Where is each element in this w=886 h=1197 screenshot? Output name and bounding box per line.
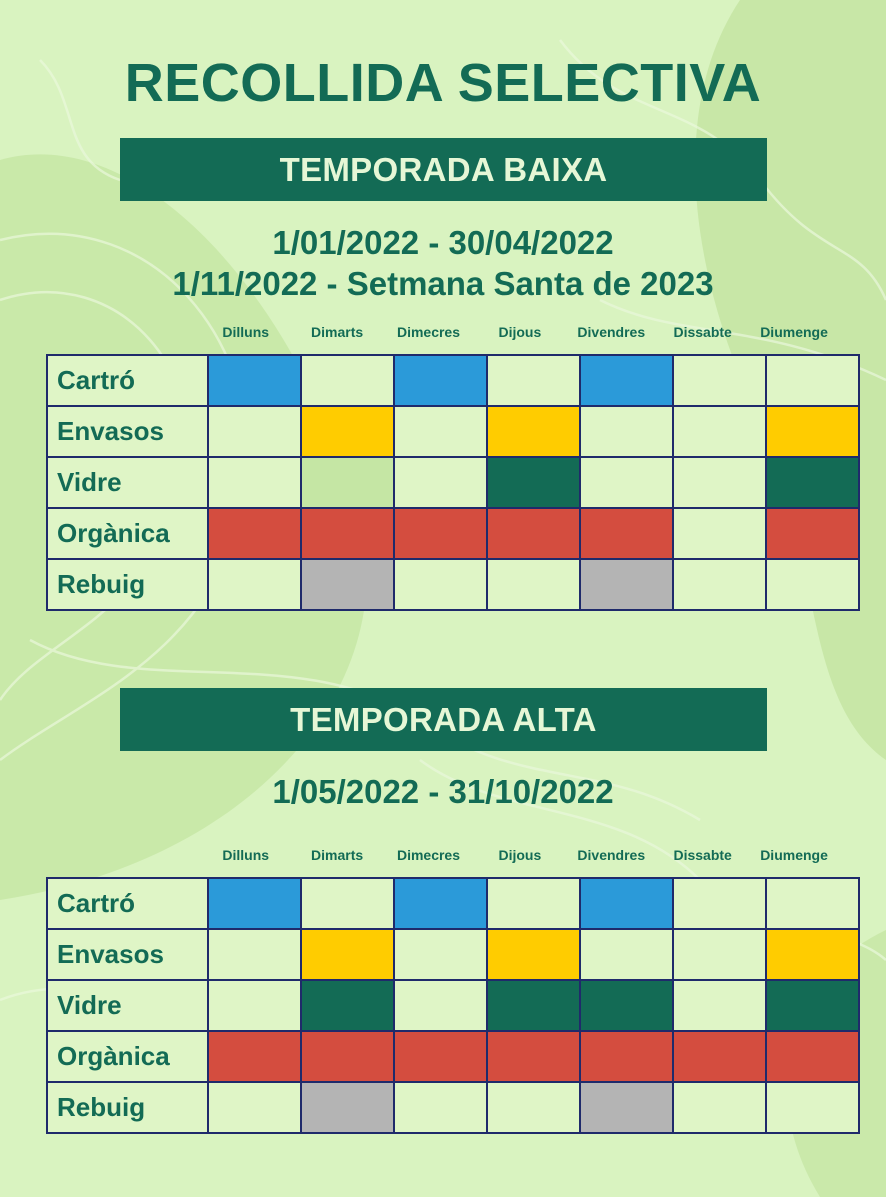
empty-cell — [673, 406, 766, 457]
table-row — [47, 559, 859, 610]
waste-type-label: Rebuig — [47, 559, 208, 610]
day-label: Dijous — [498, 324, 542, 340]
empty-cell — [766, 355, 859, 406]
empty-cell — [766, 559, 859, 610]
day-label: Dilluns — [222, 847, 270, 863]
day-label: Diumenge — [760, 324, 828, 340]
schedule-table-baixa — [46, 354, 860, 611]
empty-cell — [673, 878, 766, 929]
day-label: Dilluns — [222, 324, 270, 340]
day-label: Dimarts — [311, 847, 364, 863]
collection-cell-blue — [394, 878, 487, 929]
season-dates-baixa — [0, 222, 886, 304]
collection-cell-yellow — [766, 929, 859, 980]
empty-cell — [208, 1082, 301, 1133]
season-banner-baixa: TEMPORADA BAIXA — [120, 138, 767, 201]
empty-cell — [580, 457, 673, 508]
waste-type-label: Envasos — [47, 929, 208, 980]
empty-cell — [580, 929, 673, 980]
collection-cell-yellow — [487, 406, 580, 457]
day-label: Dissabte — [673, 324, 732, 340]
collection-cell-green — [487, 980, 580, 1031]
waste-type-label: Orgànica — [47, 1031, 208, 1082]
day-label: Dimarts — [311, 324, 364, 340]
schedule-table-alta — [46, 877, 860, 1134]
collection-cell-red — [208, 1031, 301, 1082]
collection-cell-gray — [580, 1082, 673, 1133]
day-label: Dijous — [498, 847, 542, 863]
empty-cell — [208, 406, 301, 457]
waste-type-label: Cartró — [47, 355, 208, 406]
empty-cell — [208, 457, 301, 508]
collection-cell-red — [580, 508, 673, 559]
empty-cell — [394, 1082, 487, 1133]
collection-cell-gray — [301, 559, 394, 610]
empty-cell — [487, 878, 580, 929]
day-header-row — [200, 847, 840, 867]
collection-cell-red — [766, 1031, 859, 1082]
collection-cell-red — [673, 1031, 766, 1082]
empty-cell — [580, 406, 673, 457]
collection-cell-blue — [394, 355, 487, 406]
table-row — [47, 508, 859, 559]
collection-cell-yellow — [487, 929, 580, 980]
collection-cell-red — [301, 1031, 394, 1082]
empty-cell — [673, 355, 766, 406]
collection-cell-gray — [301, 1082, 394, 1133]
collection-cell-blue — [208, 878, 301, 929]
day-label: Divendres — [577, 847, 646, 863]
collection-cell-green — [766, 457, 859, 508]
empty-cell — [487, 1082, 580, 1133]
empty-cell — [208, 929, 301, 980]
collection-cell-yellow — [301, 406, 394, 457]
collection-cell-red — [487, 508, 580, 559]
table-row — [47, 1031, 859, 1082]
empty-cell — [487, 355, 580, 406]
day-label: Diumenge — [760, 847, 828, 863]
collection-cell-blue — [580, 355, 673, 406]
empty-cell — [766, 878, 859, 929]
waste-type-label: Cartró — [47, 878, 208, 929]
waste-type-label: Envasos — [47, 406, 208, 457]
collection-cell-red — [394, 508, 487, 559]
day-label: Dimecres — [396, 847, 460, 863]
table-row — [47, 406, 859, 457]
collection-cell-yellow — [766, 406, 859, 457]
waste-type-label: Rebuig — [47, 1082, 208, 1133]
table-row — [47, 929, 859, 980]
table-row — [47, 878, 859, 929]
empty-cell — [673, 457, 766, 508]
collection-cell-blue — [580, 878, 673, 929]
empty-cell — [487, 559, 580, 610]
empty-cell — [394, 457, 487, 508]
table-row — [47, 355, 859, 406]
empty-cell — [394, 980, 487, 1031]
day-label: Dissabte — [673, 847, 732, 863]
collection-cell-green — [766, 980, 859, 1031]
collection-cell-green — [487, 457, 580, 508]
collection-cell-red — [301, 508, 394, 559]
empty-cell — [394, 929, 487, 980]
collection-cell-red — [580, 1031, 673, 1082]
empty-cell — [301, 878, 394, 929]
empty-cell — [673, 1082, 766, 1133]
collection-cell-blue — [208, 355, 301, 406]
collection-cell-light — [301, 457, 394, 508]
empty-cell — [301, 355, 394, 406]
empty-cell — [673, 508, 766, 559]
page-title: RECOLLIDA SELECTIVA — [124, 53, 762, 113]
empty-cell — [673, 559, 766, 610]
empty-cell — [673, 980, 766, 1031]
day-header-row — [200, 324, 840, 344]
collection-cell-red — [766, 508, 859, 559]
collection-cell-green — [301, 980, 394, 1031]
date-range-line: 1/01/2022 - 30/04/2022 — [272, 224, 614, 261]
season-banner-alta: TEMPORADA ALTA — [120, 688, 767, 751]
waste-type-label: Vidre — [47, 980, 208, 1031]
waste-type-label: Orgànica — [47, 508, 208, 559]
collection-cell-gray — [580, 559, 673, 610]
date-range-line: 1/11/2022 - Setmana Santa de 2023 — [172, 265, 714, 302]
collection-cell-green — [580, 980, 673, 1031]
waste-type-label: Vidre — [47, 457, 208, 508]
table-row — [47, 1082, 859, 1133]
collection-cell-red — [487, 1031, 580, 1082]
collection-cell-red — [394, 1031, 487, 1082]
empty-cell — [673, 929, 766, 980]
collection-cell-yellow — [301, 929, 394, 980]
season-dates-alta — [0, 771, 886, 812]
collection-cell-red — [208, 508, 301, 559]
day-label: Divendres — [577, 324, 646, 340]
day-label: Dimecres — [396, 324, 460, 340]
empty-cell — [766, 1082, 859, 1133]
table-row — [47, 457, 859, 508]
date-range-line: 1/05/2022 - 31/10/2022 — [272, 773, 614, 810]
empty-cell — [394, 559, 487, 610]
empty-cell — [394, 406, 487, 457]
empty-cell — [208, 980, 301, 1031]
table-row — [47, 980, 859, 1031]
empty-cell — [208, 559, 301, 610]
